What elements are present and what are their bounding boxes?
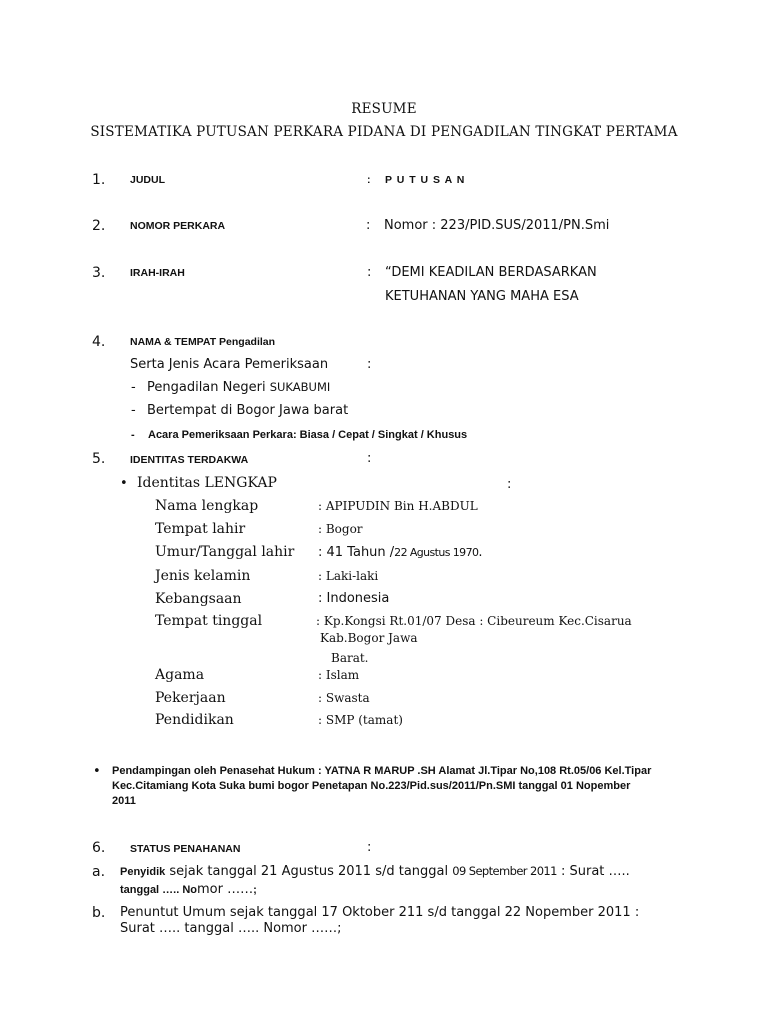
section-number: 1. [92, 172, 106, 188]
item-letter-a: a. [92, 864, 106, 880]
section-label: STATUS PENAHANAN [130, 843, 241, 855]
field-value-tempat-lahir: : Bogor [318, 522, 363, 536]
penahanan-penuntut-line1: Penuntut Umum sejak tanggal 17 Oktober 211 s/d tanggal 22 Nopember 2011 : [120, 905, 640, 920]
pendampingan-line3: 2011 [112, 795, 136, 807]
field-label-jenis-kelamin: Jenis kelamin [155, 568, 251, 584]
field-value-tempat-tinggal-line2: Kab.Bogor Jawa [320, 631, 418, 645]
section-colon: : [366, 218, 371, 233]
section-value: P U T U S A N [385, 174, 466, 186]
field-label-kebangsaan: Kebangsaan [155, 591, 242, 607]
section-colon: : [367, 174, 371, 186]
dash-bullet: - [131, 403, 136, 418]
penyidik-date: 09 September 2011 [452, 864, 557, 878]
section-number: 2. [92, 218, 106, 234]
section-label: NAMA & TEMPAT Pengadilan [130, 336, 276, 348]
dash-bullet: - [131, 380, 136, 395]
section-number: 4. [92, 334, 106, 350]
bullet-icon: • [120, 476, 128, 491]
field-value-tempat-tinggal-line1: : Kp.Kongsi Rt.01/07 Desa : Cibeureum Kec.Cisarua [316, 614, 632, 628]
field-label-agama: Agama [155, 667, 205, 683]
field-label-tempat-lahir: Tempat lahir [155, 521, 246, 537]
field-label-pendidikan: Pendidikan [155, 712, 234, 728]
section-value-line2: KETUHANAN YANG MAHA ESA [385, 289, 579, 304]
umur-date: 22 Agustus 1970 [394, 546, 479, 559]
penyidik-tanggal: tanggal ….. [120, 884, 180, 896]
field-label-pekerjaan: Pekerjaan [155, 690, 226, 706]
penahanan-penyidik-line1 [120, 864, 630, 879]
penyidik-mor: mor …… [197, 882, 254, 897]
pendampingan-line1: Pendampingan oleh Penasehat Hukum : YATNA R MARUP .SH Alamat Jl.Tipar No,108 Rt.05/06 Kel.Tipar [112, 765, 652, 777]
penyidik-label: Penyidik [120, 866, 166, 878]
section-sub-label: Serta Jenis Acara Pemeriksaan [130, 357, 329, 372]
section-colon: : [367, 451, 372, 466]
list-item-acara: Acara Pemeriksaan Perkara: Biasa / Cepat / Singkat / Khusus [148, 429, 468, 441]
field-label-umur: Umur/Tanggal lahir [155, 544, 295, 560]
document-title: RESUME [351, 101, 417, 117]
field-value-nama: : APIPUDIN Bin H.ABDUL [318, 499, 478, 513]
section-label: IDENTITAS TERDAKWA [130, 454, 249, 466]
pendampingan-line2: Kec.Citamiang Kota Suka bumi bogor Penetapan No.223/Pid.sus/2011/Pn.SMI tanggal 01 Nopember [112, 780, 631, 792]
section-colon: : [367, 265, 372, 280]
identitas-label: Identitas LENGKAP [137, 475, 277, 491]
field-value-kebangsaan: : Indonesia [318, 591, 390, 606]
field-label-nama: Nama lengkap [155, 498, 259, 514]
field-value-agama: : Islam [318, 668, 360, 682]
field-label-tempat-tinggal: Tempat tinggal [155, 613, 263, 629]
list-item-pengadilan [147, 380, 330, 395]
identitas-colon: : [507, 477, 512, 492]
document-subtitle: SISTEMATIKA PUTUSAN PERKARA PIDANA DI PENGADILAN TINGKAT PERTAMA [90, 124, 678, 140]
umur-prefix: : 41 Tahun / [318, 545, 395, 560]
section-number: 3. [92, 265, 106, 281]
section-label: JUDUL [130, 174, 166, 186]
section-number: 6. [92, 840, 106, 856]
penahanan-penuntut-line2: Surat ….. tanggal ….. Nomor ……; [120, 921, 342, 936]
umur-end: . [478, 545, 483, 560]
field-value-pekerjaan: : Swasta [318, 691, 370, 705]
section-label: NOMOR PERKARA [130, 220, 226, 232]
section-number: 5. [92, 451, 106, 467]
section-colon: : [367, 840, 372, 855]
penahanan-penyidik-line2 [120, 882, 257, 897]
pengadilan-prefix: Pengadilan Negeri [147, 380, 270, 395]
list-item-tempat: Bertempat di Bogor Jawa barat [147, 403, 349, 418]
field-value-tempat-tinggal-line3: Barat. [331, 651, 369, 665]
pengadilan-name: SUKABUMI [269, 380, 331, 394]
item-letter-b: b. [92, 905, 106, 921]
field-value-jenis-kelamin: : Laki-laki [318, 569, 379, 583]
bullet-icon: • [93, 764, 101, 779]
section-value-line1: “DEMI KEADILAN BERDASARKAN [385, 265, 597, 280]
penyidik-text: sejak tanggal 21 Agustus 2011 s/d tanggal [165, 864, 453, 879]
dash-bullet: - [131, 429, 135, 441]
penyidik-end: ; [253, 884, 257, 896]
section-label: IRAH-IRAH [130, 267, 185, 279]
field-value-pendidikan: : SMP (tamat) [318, 713, 403, 727]
field-value-umur [318, 545, 483, 560]
penyidik-no: No [179, 884, 198, 896]
section-value: Nomor : 223/PID.SUS/2011/PN.Smi [384, 218, 610, 233]
penyidik-surat: : Surat ….. [556, 864, 630, 879]
section-colon: : [367, 357, 372, 372]
